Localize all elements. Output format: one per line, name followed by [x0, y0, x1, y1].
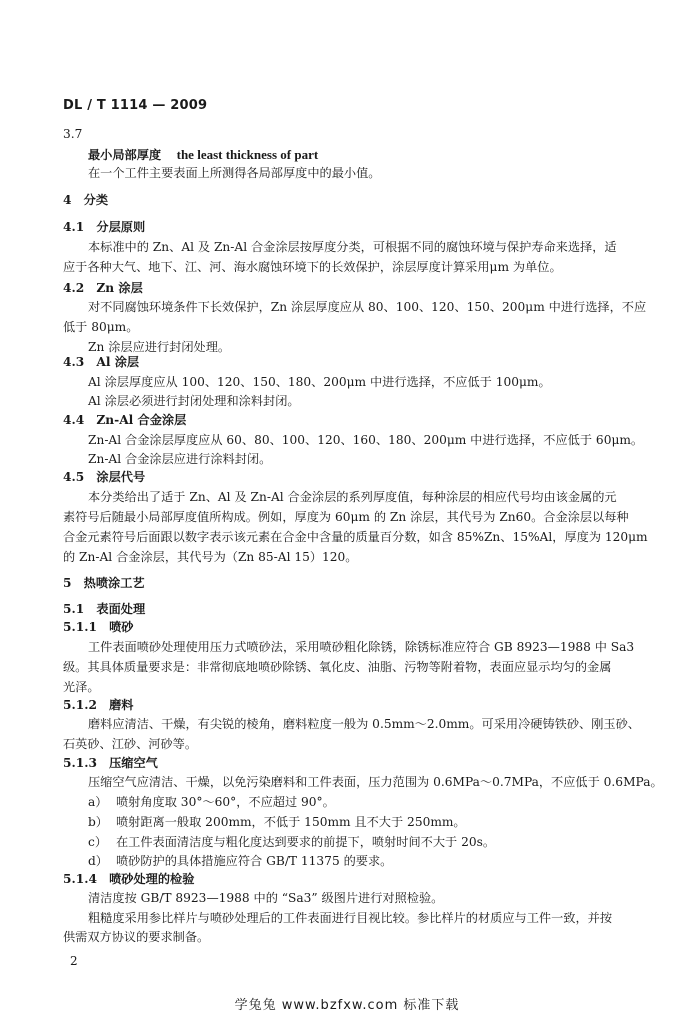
- paragraph-line: 低于 80μm。: [63, 320, 139, 334]
- paragraph-line: 磨料应清洁、干燥，有尖锐的棱角，磨料粒度一般为 0.5mm～2.0mm。可采用冷硬铸铁砂、刚玉砂、: [88, 717, 640, 731]
- paragraph-line: Al 涂层必须进行封闭处理和涂料封闭。: [88, 394, 300, 408]
- list-item: [88, 835, 495, 850]
- paragraph-line: 本标准中的 Zn、Al 及 Zn-Al 合金涂层按厚度分类，可根据不同的腐蚀环境与保护寿命来选择，适: [88, 240, 617, 254]
- section-5-1-4-heading: 5.1.4 喷砂处理的检验: [63, 872, 195, 886]
- list-item-text: 喷射距离一般取 200mm，不低于 150mm 且不大于 250mm。: [116, 815, 466, 829]
- list-item-tag: d）: [88, 854, 108, 868]
- paragraph-line: 石英砂、江砂、河砂等。: [63, 737, 198, 751]
- section-4-4-heading: 4.4 Zn-Al 合金涂层: [63, 413, 187, 427]
- paragraph-line: 工件表面喷砂处理使用压力式喷砂法，采用喷砂粗化除锈，除锈标准应符合 GB 8923—1988 中 Sa3: [88, 640, 635, 654]
- list-item-text: 喷砂防护的具体措施应符合 GB/T 11375 的要求。: [116, 854, 393, 868]
- list-item-text: 喷射角度取 30°～60°，不应超过 90°。: [116, 795, 335, 809]
- section-4-2-heading: 4.2 Zn 涂层: [63, 281, 143, 295]
- paragraph-line: 粗糙度采用参比样片与喷砂处理后的工件表面进行目视比较。参比样片的材质应与工件一致，并按: [88, 911, 613, 925]
- section-5-1-2-heading: 5.1.2 磨料: [63, 698, 134, 712]
- list-item-text: 在工件表面清洁度与粗化度达到要求的前提下，喷射时间不大于 20s。: [116, 835, 496, 849]
- list-item-tag: a）: [88, 795, 108, 809]
- list-item-tag: c）: [88, 835, 108, 849]
- paragraph-line: 应于各种大气、地下、江、河、海水腐蚀环境下的长效保护，涂层厚度计算采用μm 为单位。: [63, 260, 562, 274]
- section-3-7-term: [88, 147, 318, 163]
- term-english: the least thickness of part: [176, 147, 319, 162]
- page-number: 2: [70, 954, 78, 968]
- paragraph-line: 合金元素符号后面跟以数字表示该元素在合金中含量的质量百分数，如含 85%Zn、15%Al，厚度为 120μm: [63, 530, 648, 544]
- section-5-1-heading: 5.1 表面处理: [63, 602, 146, 616]
- paragraph-line: Zn 涂层应进行封闭处理。: [88, 340, 231, 354]
- paragraph-line: 的 Zn-Al 合金涂层，其代号为（Zn 85-Al 15）120。: [63, 550, 358, 564]
- section-5-1-3-heading: 5.1.3 压缩空气: [63, 756, 158, 770]
- paragraph-line: 级。其具体质量要求是：非常彻底地喷砂除锈、氧化皮、油脂、污物等附着物，表面应显示均匀的金属: [63, 660, 612, 674]
- section-4-5-heading: 4.5 涂层代号: [63, 470, 146, 484]
- paragraph-line: 对不同腐蚀环境条件下长效保护，Zn 涂层厚度应从 80、100、120、150、200μm 中进行选择，不应: [88, 300, 647, 314]
- section-5-heading: 5 热喷涂工艺: [63, 576, 145, 590]
- list-item-tag: b）: [88, 815, 108, 829]
- paragraph-line: 压缩空气应清洁、干燥，以免污染磨料和工件表面，压力范围为 0.6MPa～0.7MPa，不应低于 0.6MPa。: [88, 775, 663, 789]
- paragraph-line: 本分类给出了适于 Zn、Al 及 Zn-Al 合金涂层的系列厚度值，每种涂层的相应代号均由该金属的元: [88, 490, 617, 504]
- paragraph-line: Zn-Al 合金涂层厚度应从 60、80、100、120、160、180、200μm 中进行选择，不应低于 60μm。: [88, 433, 644, 447]
- section-4-1-heading: 4.1 分层原则: [63, 220, 146, 234]
- section-3-7-definition: 在一个工件主要表面上所测得各局部厚度中的最小值。: [88, 166, 381, 180]
- paragraph-line: 供需双方协议的要求制备。: [63, 930, 210, 944]
- paragraph-line: 素符号后随最小局部厚度值所构成。例如，厚度为 60μm 的 Zn 涂层，其代号为 Zn60。合金涂层以每种: [63, 510, 629, 524]
- term-chinese: 最小局部厚度: [88, 148, 162, 162]
- paragraph-line: 清洁度按 GB/T 8923—1988 中的 “Sa3” 级图片进行对照检验。: [88, 891, 444, 905]
- list-item: [88, 795, 335, 810]
- list-item: [88, 854, 392, 869]
- paragraph-line: 光泽。: [63, 680, 100, 694]
- section-5-1-1-heading: 5.1.1 喷砂: [63, 620, 134, 634]
- section-4-3-heading: 4.3 Al 涂层: [63, 355, 140, 369]
- footer-watermark: 学兔兔 www.bzfxw.com 标准下载: [234, 998, 460, 1013]
- list-item: [88, 815, 466, 830]
- paragraph-line: Zn-Al 合金涂层应进行涂料封闭。: [88, 452, 272, 466]
- section-3-7-number: 3.7: [63, 127, 83, 141]
- section-4-heading: 4 分类: [63, 193, 109, 207]
- standard-number: DL / T 1114 — 2009: [63, 98, 208, 113]
- paragraph-line: Al 涂层厚度应从 100、120、150、180、200μm 中进行选择，不应低于 100μm。: [88, 375, 551, 389]
